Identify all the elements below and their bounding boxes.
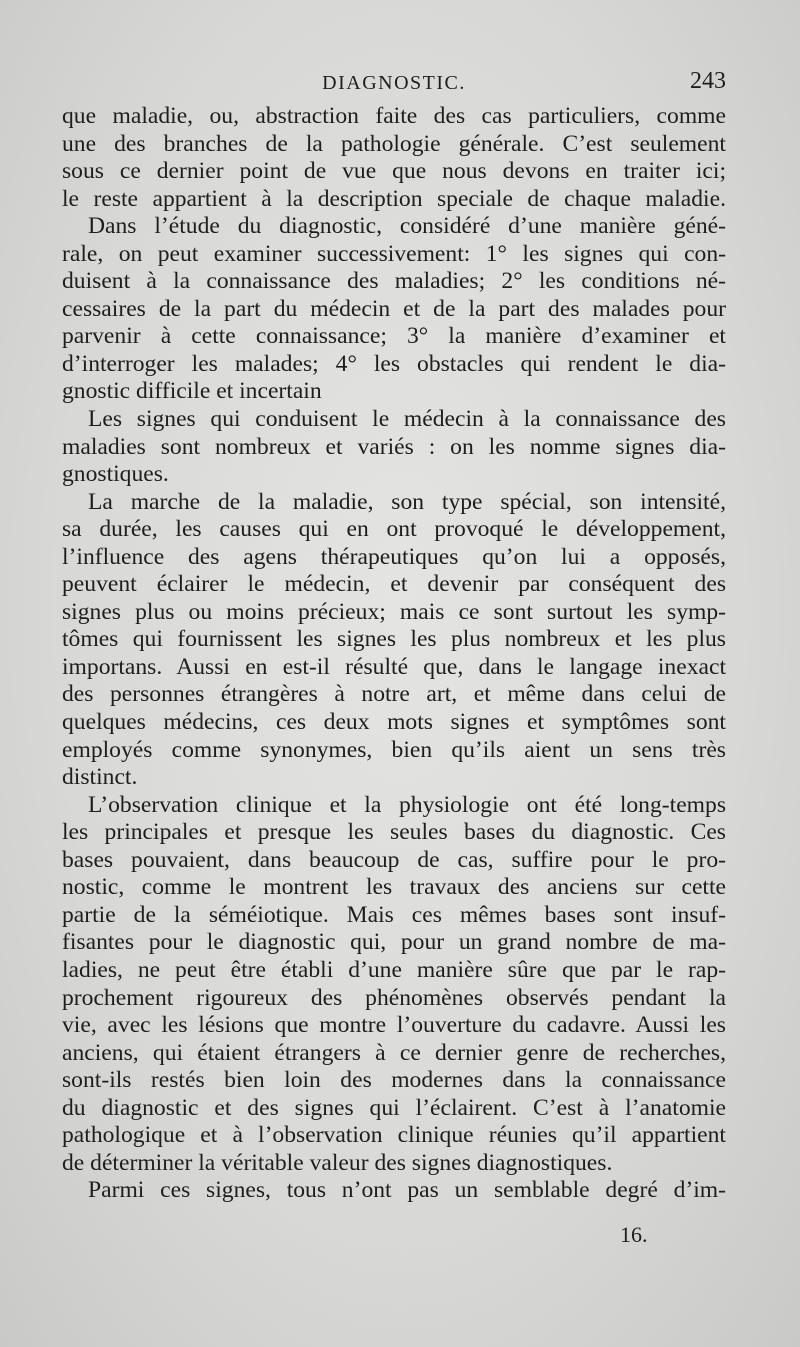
text-line: distinct.	[62, 764, 138, 791]
text-line: des personnes étrangères à notre art, et même dans celui de	[62, 681, 726, 708]
text-line: fisantes pour le diagnostic qui, pour un grand nombre de ma-	[62, 929, 726, 956]
text-line: une des branches de la pathologie générale. C’est seulement	[62, 130, 726, 157]
text-line: cessaires de la part du médecin et de la part des malades pour	[62, 295, 726, 322]
text-line: de déterminer la véritable valeur des signes diagnostiques.	[62, 1149, 613, 1176]
text-line: le reste appartient à la description speciale de chaque maladie.	[62, 185, 726, 212]
text-line: sont-ils restés bien loin des modernes dans la connaissance	[62, 1067, 726, 1094]
text-line: d’interroger les malades; 4° les obstacles qui rendent le dia-	[62, 350, 726, 377]
text-line: quelques médecins, ces deux mots signes et symptômes sont	[62, 709, 726, 736]
text-line: sa durée, les causes qui en ont provoqué le développement,	[62, 516, 726, 543]
text-line: L’observation clinique et la physiologie ont été long-temps	[88, 791, 726, 818]
text-line: partie de la séméiotique. Mais ces mêmes bases sont insuf-	[62, 901, 726, 928]
text-line: Dans l’étude du diagnostic, considéré d’une manière géné-	[88, 213, 726, 240]
text-line: duisent à la connaissance des maladies; 2° les conditions né-	[62, 268, 726, 295]
text-line: peuvent éclairer le médecin, et devenir par conséquent des	[62, 571, 726, 598]
text-line: La marche de la maladie, son type spécial, son intensité,	[88, 488, 726, 515]
text-line: Les signes qui conduisent le médecin à la connaissance des	[88, 406, 726, 433]
text-line: bases pouvaient, dans beaucoup de cas, suffire pour le pro-	[62, 846, 726, 873]
text-line: rale, on peut examiner successivement: 1° les signes qui con-	[62, 240, 726, 267]
text-line: sous ce dernier point de vue que nous devons en traiter ici;	[62, 158, 726, 185]
text-line: importans. Aussi en est-il résulté que, dans le langage inexact	[62, 653, 726, 680]
body-text	[62, 103, 726, 1205]
text-line: maladies sont nombreux et variés : on les nomme signes dia-	[62, 433, 726, 460]
text-line: l’influence des agens thérapeutiques qu’on lui a opposés,	[62, 543, 726, 570]
text-line: signes plus ou moins précieux; mais ce sont surtout les symp-	[62, 598, 726, 625]
page-header	[62, 68, 726, 102]
running-title: DIAGNOSTIC.	[322, 72, 466, 94]
text-line: du diagnostic et des signes qui l’éclairent. C’est à l’anatomie	[62, 1094, 726, 1121]
text-line: tômes qui fournissent les signes les plus nombreux et les plus	[62, 626, 726, 653]
text-line: prochement rigoureux des phénomènes observés pendant la	[62, 984, 726, 1011]
text-line: ladies, ne peut être établi d’une manière sûre que par le rap-	[62, 956, 726, 983]
text-line: gnostiques.	[62, 461, 169, 488]
text-line: les principales et presque les seules bases du diagnostic. Ces	[62, 819, 726, 846]
text-line: vie, avec les lésions que montre l’ouverture du cadavre. Aussi les	[62, 1012, 726, 1039]
text-line: que maladie, ou, abstraction faite des cas particuliers, comme	[62, 103, 726, 129]
text-line: employés comme synonymes, bien qu’ils aient un sens très	[62, 736, 726, 763]
text-line: nostic, comme le montrent les travaux des anciens sur cette	[62, 874, 726, 901]
text-line: parvenir à cette connaissance; 3° la manière d’examiner et	[62, 323, 726, 350]
text-line: anciens, qui étaient étrangers à ce dernier genre de recherches,	[62, 1039, 726, 1066]
text-line: pathologique et à l’observation clinique réunies qu’il appartient	[62, 1122, 726, 1149]
text-line: Parmi ces signes, tous n’ont pas un semblable degré d’im-	[88, 1177, 726, 1204]
text-line: gnostic difficile et incertain	[62, 378, 322, 405]
signature-mark: 16.	[620, 1222, 648, 1247]
page-number: 243	[690, 68, 726, 94]
